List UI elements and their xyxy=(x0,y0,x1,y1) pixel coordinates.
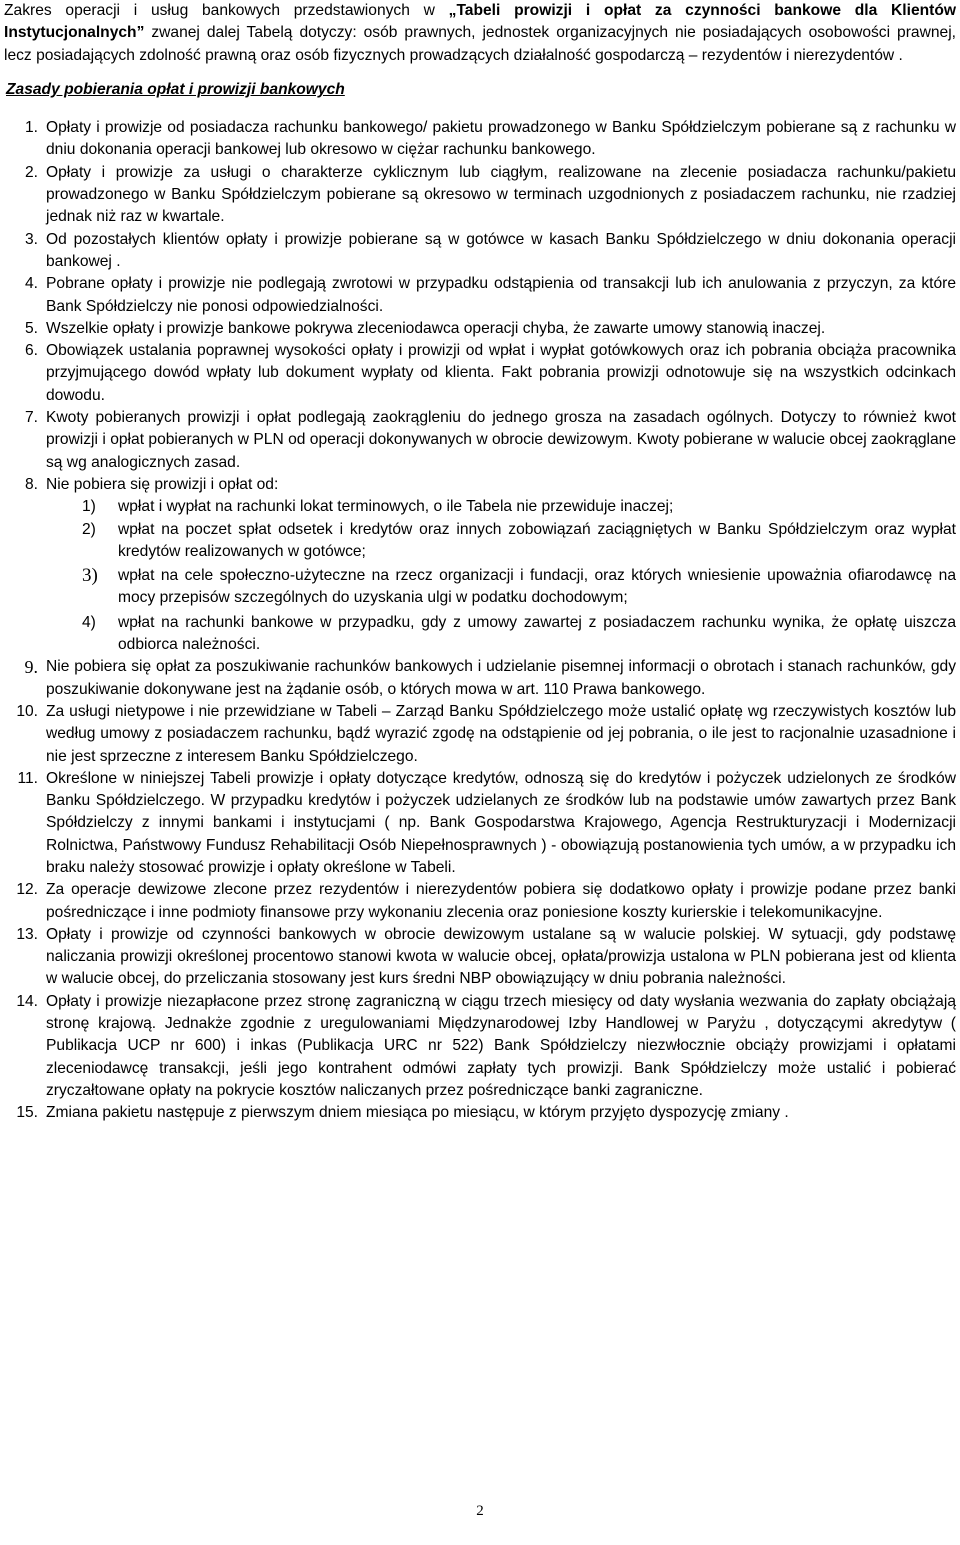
rule-text: Nie pobiera się opłat za poszukiwanie rachunków bankowych i udzielanie pisemnej informacji o obrotach i stanach rachunków, gdy poszukiwanie dokonywane jest na żądanie osób, o których mowa w art. 110 Prawa bankowego. xyxy=(46,658,956,698)
rule-text: Zmiana pakietu następuje z pierwszym dniem miesiąca po miesiącu, w którym przyjęto dyspozycję zmiany . xyxy=(46,1104,789,1122)
sub-item-number: 4) xyxy=(82,613,96,631)
intro-text-2: zwanej dalej Tabelą dotyczy: osób prawnych, jednostek organizacyjnych nie posiadających osobowości prawnej, lecz posiadających zdolność prawną oraz osób fizycznych prowadzących działalność gospodarczą – rezydentów i nierezydentów . xyxy=(4,24,956,64)
sub-item-number: 1) xyxy=(82,498,96,516)
rule-text: Od pozostałych klientów opłaty i prowizje pobierane są w gotówce w kasach Banku Spółdzielczego w dniu dokonania operacji bankowej . xyxy=(46,230,956,270)
rule-text: Nie pobiera się prowizji i opłat od: xyxy=(46,475,279,493)
document-page xyxy=(4,0,956,1125)
rule-number: 15. xyxy=(16,1104,38,1122)
section-heading: Zasady pobierania opłat i prowizji bankowych xyxy=(6,80,345,98)
rule-item xyxy=(4,656,956,701)
rule-number: 14. xyxy=(16,992,38,1010)
sub-item xyxy=(46,496,956,518)
rule-number: 9. xyxy=(24,657,38,678)
rule-text: Opłaty i prowizje niezapłacone przez stronę zagraniczną w ciągu trzech miesięcy od daty wysłania wezwania do zapłaty obciążają stronę krajową. Jednakże zgodnie z uregulowaniami Międzynarodowej Izby Handlowej w Paryżu , dotyczącymi akredytyw ( Publikacja UCP nr 600) i inkas (Publikacja URC nr 522) Bank Spółdzielczy niezwłocznie obciąży prowizjami i opłatami zleceniodawcę transakcji, jeśli jego kontrahent odmówi zapłaty tych prowizji. Bank Spółdzielczy może ustalić i pobierać zryczałtowane opłaty na pokrycie kosztów naliczanych przez pośredniczące banki zagraniczne. xyxy=(46,992,956,1099)
rule-number: 4. xyxy=(24,275,38,293)
rule-item xyxy=(4,701,956,768)
sub-item-text: wpłat na poczet spłat odsetek i kredytów oraz innych zobowiązań zaciągniętych w Banku Spółdzielczym oraz wypłat kredytów realizowanych w gotówce; xyxy=(118,520,956,560)
rule-number: 10. xyxy=(16,702,38,720)
rule-item xyxy=(4,991,956,1102)
rule-item xyxy=(4,117,956,162)
sub-item-text: wpłat na cele społeczno-użyteczne na rzecz organizacji i fundacji, oraz których wniesienie upoważnia ofiarodawcę na mocy przepisów szczególnych do uzyskania ulgi w podatku dochodowym; xyxy=(118,567,956,607)
rule-number: 11. xyxy=(17,769,38,787)
rule-number: 13. xyxy=(16,925,38,943)
rule-number: 5. xyxy=(24,319,38,337)
rules-list xyxy=(4,117,956,1124)
intro-paragraph xyxy=(4,0,956,67)
sub-item-text: wpłat na rachunki bankowe w przypadku, gdy z umowy zawartej z posiadaczem rachunku wynika, że opłatę uiszcza odbiorca należności. xyxy=(118,613,956,654)
rule-text: Za operacje dewizowe zlecone przez rezydentów i nierezydentów pobiera się dodatkowo opłaty i prowizje podane przez banki pośredniczące i inne podmioty finansowe przy wykonaniu zlecenia oraz poniesione koszty kurierskie i telekomunikacyjne. xyxy=(46,881,956,921)
sub-item-number: 3) xyxy=(82,565,98,587)
rule-item xyxy=(4,474,956,656)
rule-number: 2. xyxy=(24,163,38,181)
rule-text: Pobrane opłaty i prowizje nie podlegają zwrotowi w przypadku odstąpienia od transakcji lub ich anulowania z przyczyn, za które Bank Spółdzielczy nie ponosi odpowiedzialności. xyxy=(46,275,956,315)
sub-item-number: 2) xyxy=(82,520,96,538)
rule-number: 8. xyxy=(24,475,38,493)
rule-item xyxy=(4,407,956,474)
rule-item xyxy=(4,924,956,991)
rule-number: 12. xyxy=(16,881,38,899)
rule-item xyxy=(4,1102,956,1124)
sub-item xyxy=(46,519,956,564)
rule-item xyxy=(4,273,956,318)
exemptions-list xyxy=(46,496,956,656)
rule-number: 7. xyxy=(24,409,38,427)
rule-item xyxy=(4,229,956,274)
rule-item xyxy=(4,879,956,924)
rule-text: Opłaty i prowizje od posiadacza rachunku bankowego/ pakietu prowadzonego w Banku Spółdzielczym pobierane są z rachunku w dniu dokonania operacji bankowej lub okresowo w ciężar rachunku bankowego. xyxy=(46,119,956,159)
rule-text: Wszelkie opłaty i prowizje bankowe pokrywa zleceniodawca operacji chyba, że zawarte umowy stanowią inaczej. xyxy=(46,319,826,337)
rule-number: 3. xyxy=(24,230,38,248)
rule-text: Opłaty i prowizje od czynności bankowych w obrocie dewizowym ustalane są w walucie polskiej. W sytuacji, gdy podstawę naliczania prowizji określonej procentowo stanowi kwota w walucie obcej, opłata/prowizja ustalona w PLN pobierana jest od klienta w walucie obcej, do przeliczania stosowany jest kurs średni NBP obowiązujący w dniu pobrania należności. xyxy=(46,925,956,988)
sub-item xyxy=(46,612,956,657)
rule-text: Za usługi nietypowe i nie przewidziane w Tabeli – Zarząd Banku Spółdzielczego może ustalić opłatę wg rzeczywistych kosztów lub według umowy z posiadaczem rachunku, bądź wyrazić zgodę na odstąpienie od jej pobrania, o ile jest to racjonalnie uzasadnione i nie jest sprzeczne z interesem Banku Spółdzielczego. xyxy=(46,702,956,765)
rule-text: Obowiązek ustalania poprawnej wysokości opłaty i prowizji od wpłat i wypłat gotówkowych oraz ich pobrania obciąża pracownika przyjmującego dowód wpłaty lub dokument wypłaty od klienta. Fakt pobrania prowizji odnotowuje się na wszystkich odcinkach dowodu. xyxy=(46,342,956,404)
rule-text: Kwoty pobieranych prowizji i opłat podlegają zaokrągleniu do jednego grosza na zasadach ogólnych. Dotyczy to również kwot prowizji i opłat pobieranych w PLN od operacji dokonywanych w obrocie dewizowym. Kwoty pobierane w walucie obcej zaokrąglane są wg analogicznych zasad. xyxy=(46,409,956,471)
sub-item-text: wpłat i wypłat na rachunki lokat terminowych, o ile Tabela nie przewiduje inaczej; xyxy=(118,498,674,516)
rule-item xyxy=(4,340,956,407)
intro-text-1: Zakres operacji i usług bankowych przedstawionych w xyxy=(4,2,449,19)
intro-table-title: „Tabeli prowizji i opłat za czynności bankowe dla Klientów Instytucjonalnych” xyxy=(4,2,956,42)
sub-item xyxy=(46,565,956,610)
rule-item xyxy=(4,162,956,229)
rule-item xyxy=(4,768,956,879)
page-number: 2 xyxy=(476,1503,484,1519)
rule-number: 1. xyxy=(24,119,38,137)
rule-item xyxy=(4,318,956,340)
rule-number: 6. xyxy=(24,342,38,360)
rule-text: Opłaty i prowizje za usługi o charakterze cyklicznym lub ciągłym, realizowane na zlecenie posiadacza rachunku/pakietu prowadzonego w Banku Spółdzielczym pobierane są okresowo w terminach uzgodnionych z posiadaczem rachunku, nie rzadziej jednak niż raz w kwartale. xyxy=(46,163,956,226)
rule-body xyxy=(46,474,956,656)
rule-text: Określone w niniejszej Tabeli prowizje i opłaty dotyczące kredytów, odnoszą się do kredytów i pożyczek udzielonych ze środków Banku Spółdzielczego. W przypadku kredytów i pożyczek udzielanych ze środków lub na podstawie umów zawartych przez Bank Spółdzielczy z innymi bankami i instytucjami ( np. Bank Gospodarstwa Krajowego, Agencja Restrukturyzacji i Modernizacji Rolnictwa, Państwowy Fundusz Rehabilitacji Osób Niepełnosprawnych ) - obowiązują postanowienia tych umów, a w przypadku ich braku należy stosować prowizje i opłaty określone w Tabeli. xyxy=(46,769,956,876)
